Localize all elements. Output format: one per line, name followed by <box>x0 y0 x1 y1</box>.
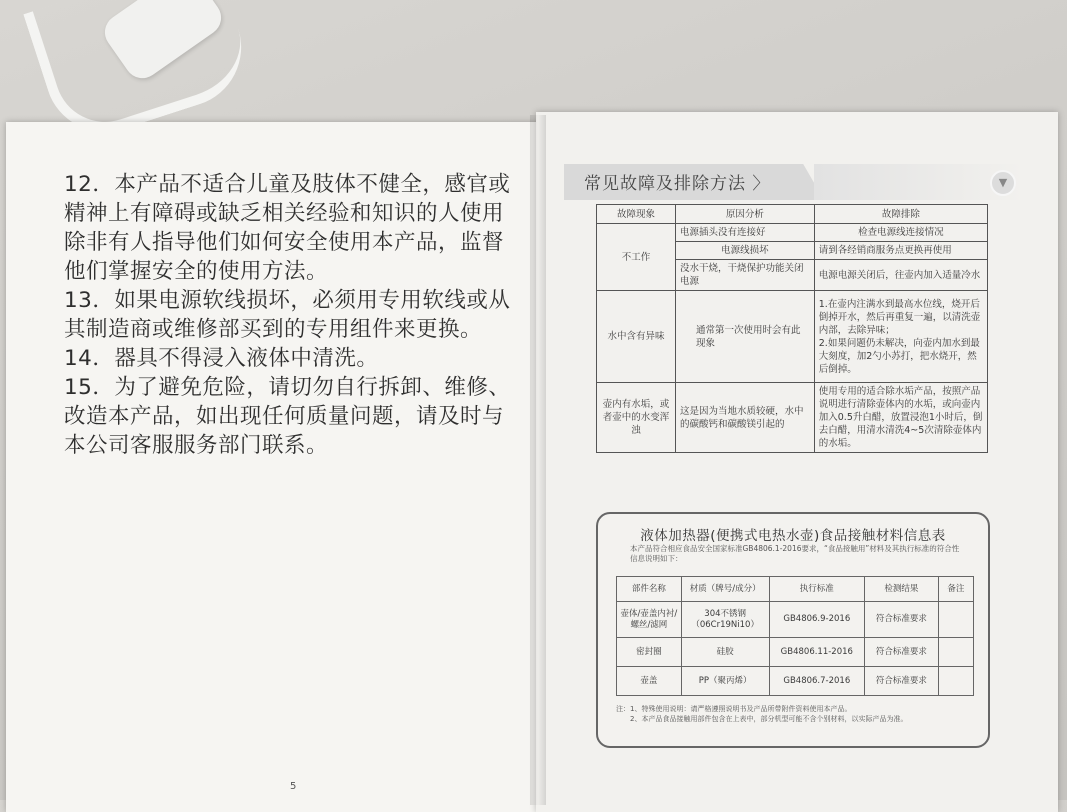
symptom-cell: 壶内有水垢，或者壶中的水变浑浊 <box>597 383 676 453</box>
fault-table-header <box>597 205 988 224</box>
table-row <box>617 602 974 638</box>
material-box-subtitle: 本产品符合相应食品安全国家标准GB4806.1-2016要求，“食品接触用”材料及其执行标准的符合性信息说明如下： <box>630 544 960 563</box>
right-page <box>536 112 1058 812</box>
part-cell: 壶盖 <box>617 667 682 696</box>
header-cause: 原因分析 <box>675 205 814 224</box>
page-number: 5 <box>290 781 297 792</box>
item-13: 13．如果电源软线损坏，必须用专用软线或从其制造商或维修部买到的专用组件来更换。 <box>64 288 511 342</box>
header-symptom: 故障现象 <box>597 205 676 224</box>
result-cell: 符合标准要求 <box>865 638 939 667</box>
note-1: 注：1、特殊使用说明：请严格遵照说明书及产品所带附件资料使用本产品。 <box>616 705 852 713</box>
note-cell <box>938 667 973 696</box>
material-box-title: 液体加热器(便携式电热水壶)食品接触材料信息表 <box>640 528 946 544</box>
table-row <box>617 638 974 667</box>
header-standard: 执行标准 <box>769 577 865 602</box>
standard-cell: GB4806.9-2016 <box>769 602 865 638</box>
item-14: 14．器具不得浸入液体中清洗。 <box>64 346 379 371</box>
material-cell: PP（聚丙烯） <box>681 667 769 696</box>
item-15: 15．为了避免危险，请切勿自行拆卸、维修、改造本产品，如出现任何质量问题，请及时与本公司客服服务部门联系。 <box>64 375 511 458</box>
fix-cell: 请到各经销商服务点更换再使用 <box>814 242 987 260</box>
header-result: 检测结果 <box>865 577 939 602</box>
standard-cell: GB4806.11-2016 <box>769 638 865 667</box>
header-material: 材质（牌号/成分） <box>681 577 769 602</box>
note-cell <box>938 602 973 638</box>
table-row <box>617 667 974 696</box>
left-page-text <box>64 170 514 460</box>
fix-cell: 检查电源线连接情况 <box>814 224 987 242</box>
cause-cell: 这是因为当地水质较硬，水中的碳酸钙和碳酸镁引起的 <box>675 383 814 453</box>
symptom-cell: 水中含有异味 <box>597 291 676 383</box>
result-cell: 符合标准要求 <box>865 602 939 638</box>
header-part: 部件名称 <box>617 577 682 602</box>
cause-cell: 通常第一次使用时会有此现象 <box>675 291 814 383</box>
section-header <box>564 156 1016 206</box>
note-cell <box>938 638 973 667</box>
fix-cell: 1.在壶内注满水到最高水位线，烧开后倒掉开水，然后再重复一遍，以清洗壶内部，去除异味； 2.如果问题仍未解决，向壶内加水到最大刻度，加2勺小苏打，把水烧开，然后倒掉。 <box>814 291 987 383</box>
result-cell: 符合标准要求 <box>865 667 939 696</box>
book-gutter <box>530 115 546 805</box>
fix-cell: 使用专用的适合除水垢产品，按照产品说明进行清除壶体内的水垢，或向壶内加入0.5升白醋，放置浸泡1小时后，倒去白醋，用清水清洗4~5次清除壶体内的水垢。 <box>814 383 987 453</box>
header-note: 备注 <box>938 577 973 602</box>
material-notes <box>616 704 976 724</box>
fix-cell: 电源电源关闭后，往壶内加入适量冷水 <box>814 260 987 291</box>
part-cell: 密封圈 <box>617 638 682 667</box>
cause-cell: 没水干烧，干烧保护功能关闭电源 <box>675 260 814 291</box>
part-cell: 壶体/壶盖内衬/螺丝/滤网 <box>617 602 682 638</box>
item-12: 12．本产品不适合儿童及肢体不健全，感官或精神上有障碍或缺乏相关经验和知识的人使用除非有人指导他们如何安全使用本产品，监督他们掌握安全的使用方法。 <box>64 172 511 284</box>
standard-cell: GB4806.7-2016 <box>769 667 865 696</box>
table-row <box>597 383 988 453</box>
fault-table <box>596 204 988 453</box>
header-fix: 故障排除 <box>814 205 987 224</box>
material-table <box>616 576 974 696</box>
table-row <box>597 291 988 383</box>
table-row <box>597 224 988 242</box>
section-title: 常见故障及排除方法 〉 <box>584 174 771 194</box>
material-cell: 304不锈钢（06Cr19Ni10） <box>681 602 769 638</box>
material-table-header <box>617 577 974 602</box>
cause-cell: 电源插头没有连接好 <box>675 224 814 242</box>
symptom-cell: 不工作 <box>597 224 676 291</box>
chevron-down-icon: ▼ <box>990 170 1016 196</box>
material-info-box <box>596 512 990 748</box>
cause-cell: 电源线损坏 <box>675 242 814 260</box>
material-cell: 硅胶 <box>681 638 769 667</box>
note-2: 2、本产品食品接触用部件包含在上表中，部分机型可能不含个别材料，以实际产品为准。 <box>630 715 908 723</box>
left-page <box>6 122 541 812</box>
